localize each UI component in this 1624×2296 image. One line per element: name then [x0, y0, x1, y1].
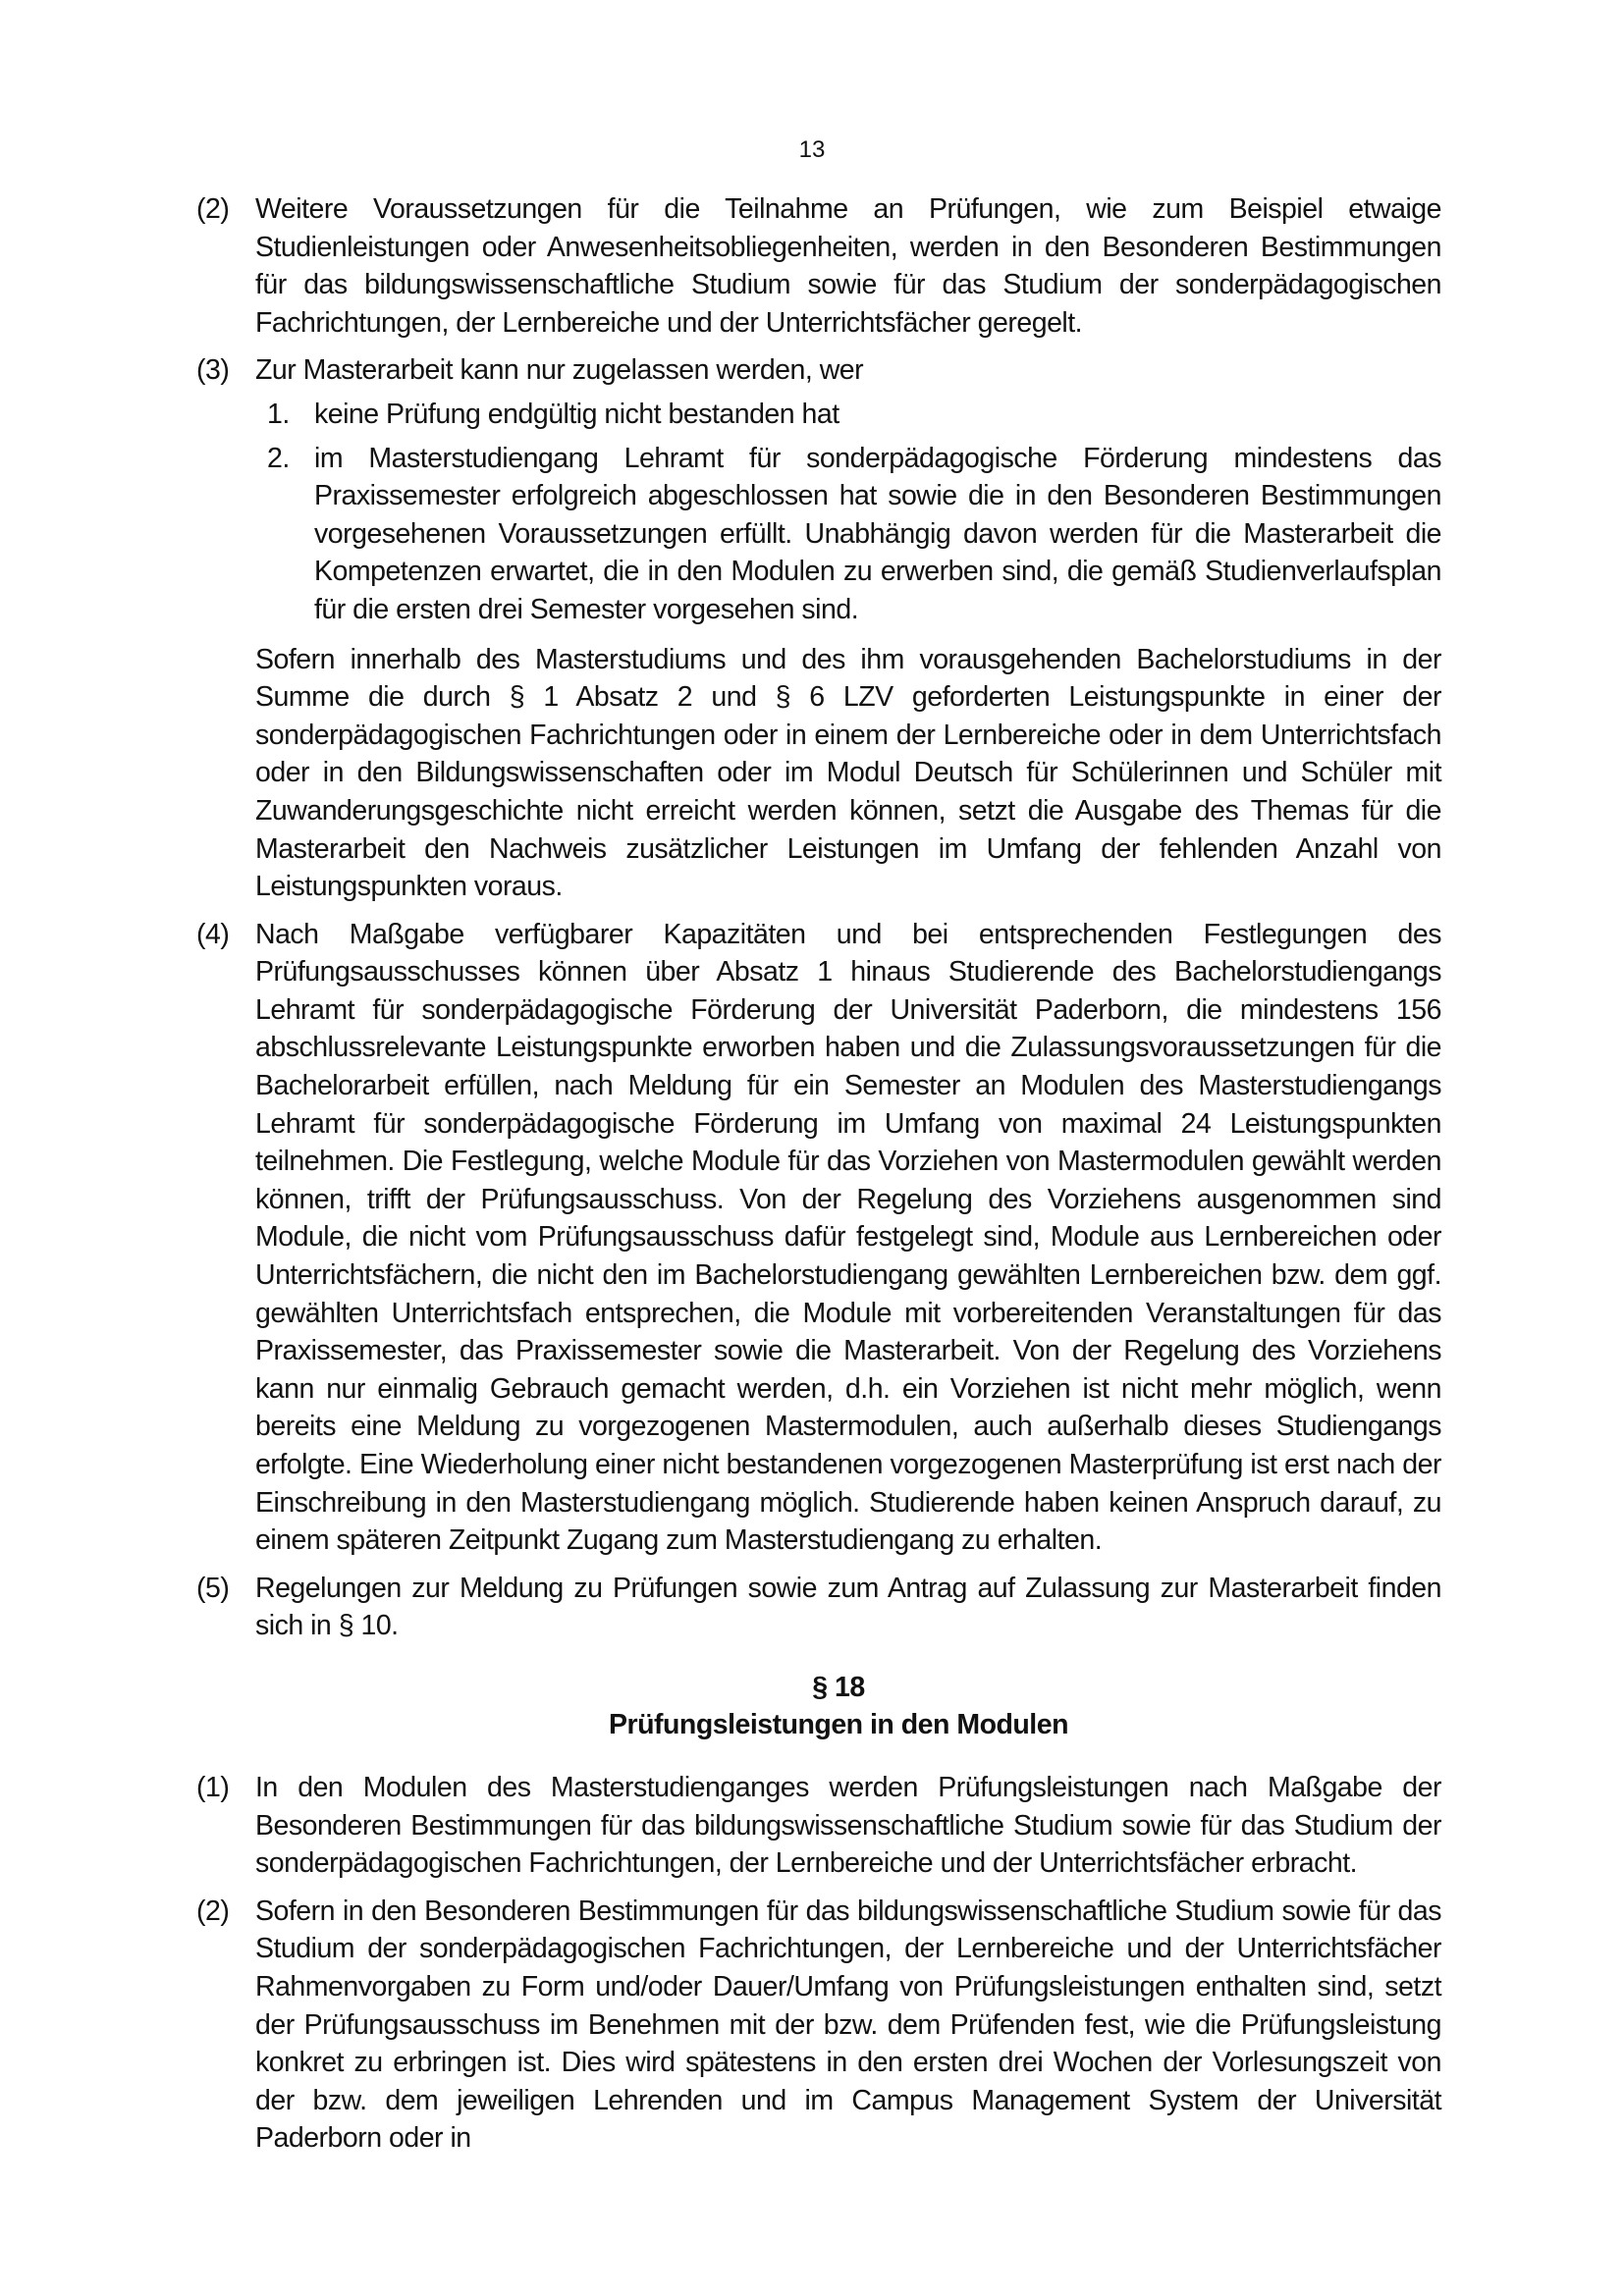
- list-item: [255, 440, 1441, 629]
- section-title: Prüfungsleistungen in den Modulen: [609, 1708, 1068, 1740]
- paragraph-text: Zur Masterarbeit kann nur zugelassen werden, wer: [255, 354, 864, 387]
- requirements-list: [196, 396, 1441, 629]
- paragraph-number: (5): [196, 1572, 230, 1604]
- paragraph-3-continuation: Sofern innerhalb des Masterstudiums und des ihm vorausgehenden Bachelorstudiums in der Summe die durch § 1 Absatz 2 und § 6 LZV geforderten Leistungspunkte in einer der sonderpädagogischen Fachrichtungen oder in einem der Lernbereiche oder in dem Unterrichtsfach oder in den Bildungswissenschaften oder im Modul Deutsch für Schülerinnen und Schüler mit Zuwanderungsgeschichte nicht erreicht werden können, setzt die Ausgabe des Themas für die Masterarbeit den Nachweis zusätzlicher Leistungen im Umfang der fehlenden Anzahl von Leistungspunkten voraus.: [255, 643, 1441, 903]
- list-item: [255, 396, 1441, 434]
- paragraph-text: In den Modulen des Masterstudienganges werden Prüfungsleistungen nach Maßgabe der Besonderen Bestimmungen für das bildungswissenschaftliche Studium sowie für das Studium der sonderpädagogischen Fachrichtungen, der Lernbereiche und der Unterrichtsfächer erbracht.: [255, 1771, 1441, 1880]
- paragraph-4: [196, 916, 1441, 1560]
- paragraph-number: (3): [196, 354, 230, 387]
- paragraph-text: Regelungen zur Meldung zu Prüfungen sowie zum Antrag auf Zulassung zur Masterarbeit finden sich in § 10.: [255, 1572, 1441, 1642]
- page-content: [196, 190, 1441, 2167]
- paragraph-number: (2): [196, 1895, 230, 1927]
- list-item-text: keine Prüfung endgültig nicht bestanden hat: [314, 398, 839, 430]
- paragraph-5: [196, 1570, 1441, 1645]
- paragraph-text: Weitere Voraussetzungen für die Teilnahme an Prüfungen, wie zum Beispiel etwaige Studienleistungen oder Anwesenheitsobliegenheiten, werden in den Besonderen Bestimmungen für das bildungswissenschaftliche Studium sowie für das Studium der sonderpädagogischen Fachrichtungen, der Lernbereiche und der Unterrichtsfächer geregelt.: [255, 193, 1441, 339]
- list-item-number: 2.: [267, 442, 290, 474]
- paragraph-number: (1): [196, 1771, 230, 1803]
- paragraph-number: (2): [196, 193, 230, 225]
- section-18-paragraph-1: [196, 1769, 1441, 1883]
- page-number: 13: [798, 136, 826, 163]
- paragraph-text: Sofern in den Besonderen Bestimmungen für das bildungswissenschaftliche Studium sowie für das Studium der sonderpädagogischen Fachrichtungen, der Lernbereiche und der Unterrichtsfächer Rahmenvorgaben zu Form und/oder Dauer/Umfang von Prüfungsleistungen enthalten sind, setzt der Prüfungsausschuss im Benehmen mit der bzw. dem Prüfenden fest, wie die Prüfungsleistung konkret zu erbringen ist. Dies wird spätestens in den ersten drei Wochen der Vorlesungszeit von der bzw. dem jeweiligen Lehrenden und im Campus Management System der Universität Paderborn oder in: [255, 1895, 1441, 2155]
- section-18-paragraph-2: [196, 1893, 1441, 2158]
- paragraph-3: [196, 351, 1441, 390]
- paragraph-2: [196, 190, 1441, 342]
- list-item-text: im Masterstudiengang Lehramt für sonderpädagogische Förderung mindestens das Praxissemester erfolgreich abgeschlossen hat sowie die in den Besonderen Bestimmungen vorgesehenen Voraussetzungen erfüllt. Unabhängig davon werden für die Masterarbeit die Kompetenzen erwartet, die in den Modulen zu erwerben sind, die gemäß Studienverlaufsplan für die ersten drei Semester vorgesehen sind.: [314, 442, 1441, 625]
- paragraph-number: (4): [196, 918, 230, 950]
- section-number: § 18: [812, 1671, 865, 1703]
- section-heading: [196, 1669, 1441, 1743]
- paragraph-text: Nach Maßgabe verfügbarer Kapazitäten und bei entsprechenden Festlegungen des Prüfungsausschusses können über Absatz 1 hinaus Studierende des Bachelorstudiengangs Lehramt für sonderpädagogische Förderung der Universität Paderborn, die mindestens 156 abschlussrelevante Leistungspunkte erworben haben und die Zulassungsvoraussetzungen für die Bachelorarbeit erfüllen, nach Meldung für ein Semester an Modulen des Masterstudiengangs Lehramt für sonderpädagogische Förderung im Umfang von maximal 24 Leistungspunkten teilnehmen. Die Festlegung, welche Module für das Vorziehen von Mastermodulen gewählt werden können, trifft der Prüfungsausschuss. Von der Regelung des Vorziehens ausgenommen sind Module, die nicht vom Prüfungsausschuss dafür festgelegt sind, Module aus Lernbereichen oder Unterrichtsfächern, die nicht den im Bachelorstudiengang gewählten Lernbereichen bzw. dem ggf. gewählten Unterrichtsfach entsprechen, die Module mit vorbereitenden Veranstaltungen für das Praxissemester, das Praxissemester sowie die Masterarbeit. Von der Regelung des Vorziehens kann nur einmalig Gebrauch gemacht werden, d.h. ein Vorziehen ist nicht mehr möglich, wenn bereits eine Meldung zu vorgezogenen Mastermodulen, auch außerhalb dieses Studiengangs erfolgte. Eine Wiederholung einer nicht bestandenen vorgezogenen Masterprüfung ist erst nach der Einschreibung in den Masterstudiengang möglich. Studierende haben keinen Anspruch darauf, zu einem späteren Zeitpunkt Zugang zum Masterstudiengang zu erhalten.: [255, 918, 1441, 1557]
- list-item-number: 1.: [267, 398, 290, 430]
